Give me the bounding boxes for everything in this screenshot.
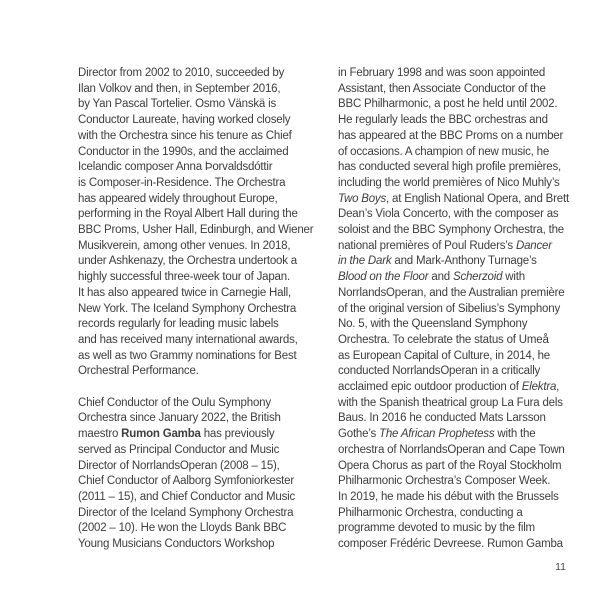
text-line: [78, 207, 307, 223]
text-line: [78, 396, 307, 412]
text-line: [338, 317, 567, 333]
body-text: with the Orchestra since his tenure as Chief: [78, 129, 292, 142]
body-text: Orchestral Performance.: [78, 365, 199, 378]
text-line: [338, 302, 567, 318]
body-text: It has also appeared twice in Carnegie Hall,: [78, 286, 292, 299]
text-line: [338, 254, 567, 270]
text-line: [338, 97, 567, 113]
body-text: In 2019, he made his début with the Brussels: [338, 490, 559, 503]
italic-title: Dancer: [515, 239, 552, 252]
text-line: [338, 459, 567, 475]
body-text: has appeared widely throughout Europe,: [78, 192, 278, 205]
text-line: [338, 160, 567, 176]
text-columns: [78, 66, 567, 553]
body-text: Conductor Laureate, having worked closely: [78, 114, 291, 127]
body-text: Opera Chorus as part of the Royal Stockholm: [338, 459, 562, 472]
body-text: Orchestra since January 2022, the British: [78, 412, 281, 425]
text-line: [78, 506, 307, 522]
text-line: [338, 176, 567, 192]
text-line: [338, 129, 567, 145]
body-text: Director of NorrlandsOperan (2008 – 15),: [78, 459, 280, 472]
body-text: is Composer-in-Residence. The Orchestra: [78, 176, 286, 189]
body-text: acclaimed epic outdoor production of: [338, 381, 522, 394]
body-text: ,: [556, 381, 560, 394]
body-text: Chief Conductor of Aalborg Symfoniorkester: [78, 475, 294, 488]
text-line: [338, 411, 567, 427]
text-line: [338, 427, 567, 443]
text-line: [78, 97, 307, 113]
body-text: served as Principal Conductor and Music: [78, 443, 280, 456]
text-line: [78, 490, 307, 506]
body-text: Assistant, then Associate Conductor of the: [338, 82, 546, 95]
text-line: [338, 286, 567, 302]
text-line: [338, 521, 567, 537]
body-text: as European Capital of Culture, in 2014, he: [338, 349, 550, 362]
body-text: has conducted several high profile premières,: [338, 161, 562, 174]
italic-title: Two Boys: [338, 192, 387, 205]
text-line: [78, 223, 314, 239]
paragraph: [78, 66, 314, 380]
body-text: including the world premières of Nico Muhly’s: [338, 176, 560, 189]
body-text: and: [428, 271, 453, 284]
italic-title: Elektra: [521, 381, 557, 394]
text-line: [338, 333, 567, 349]
body-text: with the: [494, 428, 536, 441]
text-line: [78, 459, 307, 475]
text-line: [338, 239, 567, 255]
body-text: of occasions. A champion of new music, he: [338, 145, 550, 158]
text-line: [78, 443, 307, 459]
body-text: Ilan Volkov and then, in September 2016,: [78, 82, 281, 95]
body-text: Young Musicians Conductors Workshop: [78, 538, 275, 551]
text-line: [338, 443, 567, 459]
text-line: [78, 160, 307, 176]
text-line: [78, 82, 307, 98]
text-line: [338, 192, 567, 208]
text-line: [78, 364, 307, 380]
body-text: Director from 2002 to 2010, succeeded by: [78, 67, 285, 79]
text-line: [338, 270, 567, 286]
body-text: in February 1998 and was soon appointed: [338, 67, 546, 79]
italic-title: The African Prophetess: [379, 428, 495, 441]
text-line: [338, 506, 567, 522]
text-line: [338, 82, 567, 98]
page-number: 11: [555, 561, 566, 573]
body-text: programme devoted to music by the film: [338, 522, 535, 535]
body-text: NorrlandsOperan, and the Australian première: [338, 286, 565, 299]
body-text: Icelandic composer Anna Þorvaldsdóttir: [78, 161, 273, 174]
body-text: Philharmonic Orchestra, conducting a: [338, 506, 523, 519]
text-line: [78, 302, 307, 318]
text-line: [78, 474, 307, 490]
text-line: [338, 474, 567, 490]
text-line: [78, 286, 307, 302]
body-text: BBC Philharmonic, a post he held until 2002.: [338, 98, 558, 111]
text-line: [338, 396, 567, 412]
body-text: under Ashkenazy, the Orchestra undertook a: [78, 255, 297, 268]
body-text: Chief Conductor of the Oulu Symphony: [78, 396, 271, 409]
body-text: maestro: [78, 428, 122, 441]
body-text: records regularly for leading music labels: [78, 318, 279, 331]
text-line: [78, 129, 307, 145]
body-text: national premières of Poul Ruders’s: [338, 239, 516, 252]
text-line: [338, 349, 567, 365]
body-text: highly successful three-week tour of Japan.: [78, 271, 290, 284]
text-line: [338, 66, 567, 82]
text-line: [78, 66, 307, 82]
text-line: [338, 380, 567, 396]
body-text: BBC Proms, Usher Hall, Edinburgh, and Wiener: [78, 224, 314, 237]
text-column-right: [338, 66, 567, 553]
body-text: with the Spanish theatrical group La Fura dels: [338, 396, 563, 409]
text-line: [78, 270, 307, 286]
body-text: Dean’s Viola Concerto, with the composer as: [338, 208, 559, 221]
body-text: composer Frédéric Devreese. Rumon Gamba: [338, 538, 563, 551]
body-text: Philharmonic Orchestra’s Composer Week.: [338, 475, 551, 488]
paragraph: [78, 396, 307, 553]
text-line: [338, 537, 567, 553]
body-text: Conductor in the 1990s, and the acclaimed: [78, 145, 289, 158]
body-text: with: [502, 271, 525, 284]
text-line: [78, 176, 307, 192]
bold-text: Rumon Gamba: [121, 428, 201, 441]
body-text: He regularly leads the BBC orchestras and: [338, 114, 548, 127]
text-line: [78, 317, 307, 333]
text-line: [78, 113, 307, 129]
body-text: and has received many international awards,: [78, 333, 298, 346]
body-text: has appeared at the BBC Proms on a number: [338, 129, 564, 142]
body-text: has previously: [200, 428, 275, 441]
text-line: [78, 239, 307, 255]
body-text: Musikverein, among other venues. In 2018,: [78, 239, 291, 252]
body-text: performing in the Royal Albert Hall during the: [78, 208, 298, 221]
body-text: New York. The Iceland Symphony Orchestra: [78, 302, 297, 315]
italic-title: in the Dark: [338, 255, 392, 268]
paragraph: [338, 66, 567, 553]
body-text: (2011 – 15), and Chief Conductor and Music: [78, 490, 296, 503]
text-line: [78, 145, 307, 161]
body-text: Gothe’s: [338, 428, 380, 441]
body-text: No. 5, with the Queensland Symphony: [338, 318, 528, 331]
text-line: [338, 364, 567, 380]
italic-title: Blood on the Floor: [338, 271, 429, 284]
body-text: conducted NorrlandsOperan in a critically: [338, 365, 541, 378]
body-text: Orchestra. To celebrate the status of Umeå: [338, 333, 549, 346]
body-text: Baus. In 2016 he conducted Mats Larsson: [338, 412, 546, 425]
text-line: [78, 192, 307, 208]
text-line: [78, 427, 307, 443]
body-text: (2002 – 10). He won the Lloyds Bank BBC: [78, 522, 287, 535]
text-line: [78, 349, 307, 365]
text-line: [78, 333, 307, 349]
text-line: [338, 207, 567, 223]
text-line: [338, 490, 567, 506]
body-text: by Yan Pascal Tortelier. Osmo Vänskä is: [78, 98, 277, 111]
text-line: [338, 113, 567, 129]
body-text: , at English National Opera, and Brett: [386, 192, 569, 205]
body-text: as well as two Grammy nominations for Best: [78, 349, 297, 362]
body-text: and Mark-Anthony Turnage’s: [391, 255, 537, 268]
text-line: [78, 411, 307, 427]
text-line: [338, 223, 567, 239]
text-line: [338, 145, 567, 161]
body-text: orchestra of NorrlandsOperan and Cape Town: [338, 443, 565, 456]
body-text: Director of the Iceland Symphony Orchestra: [78, 506, 294, 519]
italic-title: Scherzoid: [452, 271, 503, 284]
body-text: soloist and the BBC Symphony Orchestra, the: [338, 224, 564, 237]
text-line: [78, 254, 307, 270]
text-line: [78, 537, 307, 553]
text-line: [78, 521, 307, 537]
body-text: of the original version of Sibelius’s Symphony: [338, 302, 560, 315]
text-column-left: [78, 66, 314, 553]
